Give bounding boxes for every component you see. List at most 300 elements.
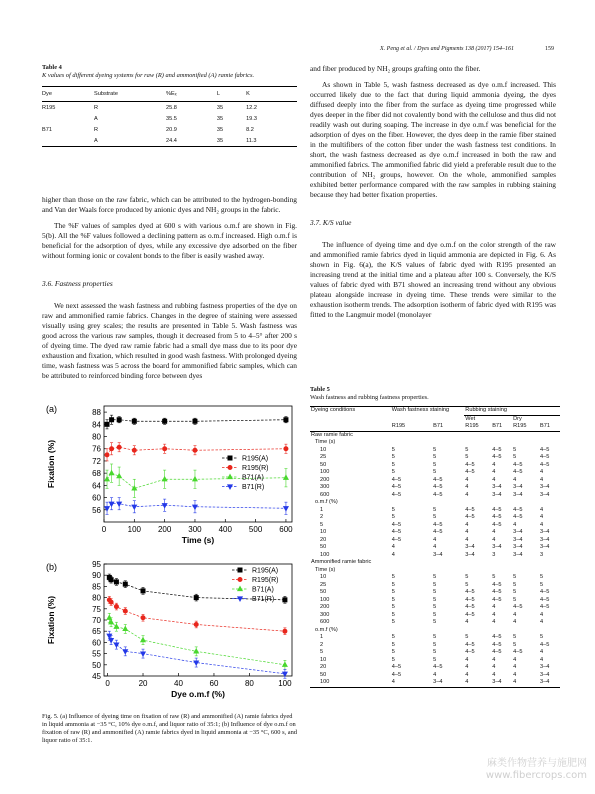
table5-cell: 4–5 bbox=[433, 664, 443, 670]
table5-cell: 4 bbox=[540, 649, 544, 655]
table5-row bbox=[310, 552, 560, 560]
data-point bbox=[110, 447, 114, 451]
x-tick-label: 80 bbox=[244, 679, 254, 688]
table5-row bbox=[310, 619, 560, 627]
table5-cell: 3–4 bbox=[465, 551, 475, 558]
table5-cell: 5 bbox=[320, 521, 324, 528]
table5-row bbox=[310, 597, 560, 605]
data-point bbox=[194, 649, 198, 653]
data-point bbox=[132, 419, 136, 423]
table5-cell: 4 bbox=[540, 514, 544, 520]
table5-row bbox=[310, 537, 560, 545]
table4-cell bbox=[42, 135, 94, 147]
table5-cell: 50 bbox=[320, 544, 327, 550]
table5-cell: 5 bbox=[433, 634, 437, 640]
table5-cell: 4–5 bbox=[492, 641, 502, 648]
table5-cell: 5 bbox=[433, 649, 437, 655]
table5-cell: 4 bbox=[492, 611, 496, 618]
series-B71(R) bbox=[107, 631, 287, 678]
table5-cell: 2 bbox=[320, 641, 324, 648]
table5-cell: 5 bbox=[433, 641, 437, 648]
table5-cell: 5 bbox=[433, 604, 437, 610]
data-point bbox=[284, 507, 288, 511]
left-column bbox=[42, 64, 297, 387]
table5-row bbox=[310, 544, 560, 552]
table5-cell: 5 bbox=[513, 574, 517, 580]
data-point bbox=[132, 486, 136, 490]
data-point bbox=[114, 605, 118, 609]
table5-cell: 3–4 bbox=[513, 544, 523, 550]
data-point bbox=[228, 456, 232, 460]
data-point bbox=[123, 582, 127, 586]
data-point bbox=[141, 589, 145, 593]
table5-row bbox=[310, 657, 560, 665]
table5-cell: 5 bbox=[391, 589, 395, 595]
table4 bbox=[42, 86, 297, 147]
table5-cell: 4 bbox=[540, 521, 544, 528]
table5-cell: 4 bbox=[492, 671, 496, 678]
table5-block-row bbox=[310, 567, 560, 575]
legend-label: R195(A) bbox=[252, 567, 279, 575]
table5-cell: 5 bbox=[391, 604, 395, 610]
table5-row bbox=[310, 514, 560, 522]
table5-cell: 5 bbox=[433, 619, 437, 625]
table5-cell: 4 bbox=[465, 484, 469, 490]
table5-cell: 4–5 bbox=[492, 521, 502, 528]
table5-cell: 3–4 bbox=[432, 679, 464, 687]
table5-cell: 3–4 bbox=[540, 664, 550, 670]
table5-cell: 5 bbox=[320, 649, 324, 655]
table4-row bbox=[42, 113, 297, 124]
x-tick-label: 100 bbox=[127, 525, 142, 534]
y-tick-label: 60 bbox=[92, 493, 101, 503]
table5-cell: 3–4 bbox=[465, 544, 475, 550]
table5-cell: 4 bbox=[492, 476, 496, 483]
table5-block-label: Time (s) bbox=[315, 439, 336, 445]
x-axis-label: Dye o.m.f (%) bbox=[171, 689, 225, 699]
table5-row bbox=[310, 642, 560, 650]
table5-cell: 4 bbox=[492, 604, 496, 610]
table5-cell: 600 bbox=[320, 619, 330, 625]
table5-cell: 4 bbox=[391, 544, 395, 550]
data-point bbox=[283, 629, 287, 633]
table5-cell: 4 bbox=[540, 656, 544, 663]
table5-cell: 4–5 bbox=[513, 469, 523, 475]
table5-cell: 10 bbox=[320, 446, 327, 453]
y-tick-label: 64 bbox=[92, 481, 101, 491]
series-R195(A) bbox=[105, 415, 288, 429]
table5-row bbox=[310, 447, 560, 455]
figure5a-chart bbox=[40, 398, 298, 558]
table5-cell: 4–5 bbox=[540, 461, 550, 468]
table5-cell: 4 bbox=[465, 671, 469, 678]
table5-row bbox=[310, 589, 560, 597]
table5-cell: 4 bbox=[512, 679, 539, 687]
y-tick-label: 60 bbox=[92, 638, 101, 648]
table4-cell: 35 bbox=[216, 115, 224, 122]
table5-row bbox=[310, 672, 560, 680]
y-tick-label: 56 bbox=[92, 505, 101, 515]
table5-cell: 4 bbox=[465, 656, 469, 663]
data-point bbox=[194, 661, 198, 665]
table4-caption-block bbox=[42, 64, 297, 80]
table5-cell: 4–5 bbox=[513, 514, 523, 520]
table5-cell: 4–5 bbox=[492, 649, 502, 655]
table5-cell: 4 bbox=[492, 536, 496, 543]
panel-label: (a) bbox=[46, 404, 57, 414]
table4-row bbox=[42, 102, 297, 114]
table5-cell: 200 bbox=[320, 604, 330, 610]
table5-cell: 4–5 bbox=[540, 596, 550, 603]
data-point bbox=[123, 650, 127, 654]
table5-cell: 4 bbox=[465, 536, 469, 543]
section-heading-3-6: 3.6. Fastness properties bbox=[42, 279, 113, 288]
table5-cell: 5 bbox=[540, 634, 544, 640]
table5-cell: 50 bbox=[320, 461, 327, 468]
table5-cell: 3 bbox=[492, 551, 496, 558]
table5-cell: 5 bbox=[465, 574, 469, 580]
table5 bbox=[310, 406, 560, 688]
data-point bbox=[109, 578, 113, 582]
table5-cell: 4 bbox=[513, 521, 517, 528]
x-tick-label: 400 bbox=[218, 525, 232, 534]
table5-cell: 4–5 bbox=[391, 491, 402, 498]
watermark-line-2: www.fibercrops.com bbox=[485, 770, 587, 781]
table5-cell: 4–5 bbox=[391, 536, 402, 543]
table5-cell: 100 bbox=[310, 679, 391, 687]
y-tick-label: 50 bbox=[92, 660, 101, 670]
table4-cell: 20.9 bbox=[166, 126, 177, 133]
x-tick-label: 100 bbox=[278, 679, 292, 688]
table5-cell: 4–5 bbox=[540, 589, 550, 595]
table5-cell: 4–5 bbox=[433, 476, 443, 483]
table5-cell: 4–5 bbox=[433, 491, 443, 498]
table5-cell: 4–5 bbox=[465, 641, 475, 648]
panel-label: (b) bbox=[46, 562, 57, 572]
legend-label: R195(A) bbox=[242, 455, 269, 463]
data-point bbox=[283, 598, 287, 602]
y-axis-label: Fixation (%) bbox=[46, 439, 56, 489]
table5-cell: 4 bbox=[513, 671, 517, 678]
table5-cell: 5 bbox=[513, 589, 517, 595]
table5-cell: 4–5 bbox=[391, 476, 402, 483]
table5-cell: 5 bbox=[391, 574, 395, 580]
table5-cell: 4 bbox=[492, 469, 496, 475]
table4-cell: 35 bbox=[217, 135, 246, 147]
table5-row bbox=[310, 522, 560, 530]
table5-title: Table 5 bbox=[310, 386, 330, 393]
table5-cell: 4–5 bbox=[391, 529, 402, 535]
table5-cell: 4 bbox=[464, 679, 491, 687]
data-point bbox=[193, 477, 197, 481]
table5-row bbox=[310, 582, 560, 590]
table5-cell: 5 bbox=[391, 506, 395, 513]
table5-cell: 5 bbox=[540, 581, 544, 588]
table5-block bbox=[310, 386, 560, 688]
table5-cell: 4–5 bbox=[492, 514, 502, 520]
data-point bbox=[110, 418, 114, 422]
y-tick-label: 88 bbox=[92, 408, 101, 418]
table5-cell: 25 bbox=[320, 454, 327, 460]
x-tick-label: 20 bbox=[138, 679, 148, 688]
table5-header-dry: Dry bbox=[513, 415, 522, 422]
table5-row bbox=[310, 484, 560, 492]
table5-cell: 5 bbox=[433, 454, 437, 460]
table5-cell: 4–5 bbox=[391, 521, 402, 528]
table5-cell: 5 bbox=[433, 506, 437, 513]
table5-header-conditions: Dyeing conditions bbox=[310, 407, 391, 424]
table5-cell: 4 bbox=[433, 671, 437, 678]
y-tick-label: 70 bbox=[92, 616, 101, 625]
table5-cell: 3–4 bbox=[513, 551, 523, 558]
table5-row bbox=[310, 634, 560, 642]
table5-row bbox=[310, 477, 560, 485]
data-point bbox=[193, 448, 197, 452]
data-point bbox=[132, 505, 136, 509]
table5-cell: 5 bbox=[433, 446, 437, 453]
data-point bbox=[141, 616, 145, 620]
data-point bbox=[228, 485, 232, 489]
table5-cell: 3–4 bbox=[540, 544, 550, 550]
table5-cell: 4 bbox=[465, 529, 469, 535]
table5-cell: 4 bbox=[465, 619, 469, 625]
table5-row bbox=[310, 574, 560, 582]
table5-cell: 5 bbox=[433, 581, 437, 588]
table5-header-wet: Wet bbox=[465, 415, 476, 422]
right-paragraph-2: The influence of dyeing time and dye o.m.f on the color strength of the raw and ammonified ramie fabrics dyed in liquid ammonia are depicted in Fig. 6. As shown in Fig. 6(a), the K/S values of fabric dyed with R195 presented an increasing trend at the initial time and a plateau after 100 s. Conversely, the K/S values of fabric dyed with B71 showed an increasing trend without any obvious plateau alongside increase in dyeing time. These trends were similar to the exhaustion isotherm trends. The adsorption isotherm of fabric dyed with R195 was fitted to the Langmuir model (monolayer bbox=[310, 240, 556, 319]
data-point bbox=[193, 419, 197, 423]
table5-cell: 3–4 bbox=[491, 679, 512, 687]
table5-block-row bbox=[310, 499, 560, 507]
left-paragraph-2: The %F values of samples dyed at 600 s with various o.m.f are shown in Fig. 5(b). All the %F values followed a declining pattern as o.m.f increased. High o.m.f is beneficial for the adsorption of dyes, while any excessive dye adsorbed on the fiber without forming ionic or covalent bonds to the fiber is easily washed away. bbox=[42, 221, 297, 260]
right-paragraph-1: As shown in Table 5, wash fastness decreased as dye o.m.f increased. This occurred likely due to the fact that during liquid ammonia dyeing, the dyes diffused deeply into the fiber from the surface as dyeing time progressed while dyes deeper in the fiber did not covalently bond with the cellulose and thus did not readily wash out during soaping. The increase in dye o.m.f was beneficial for the adsorption of dyes on the fiber. However, the dyes deep in the ramie fiber stained in the multifibers of the cotton fiber under the wash fastness test conditions. In short, the wash fastness decreased as dye o.m.f increased in both the raw and ammonified fabrics. The ammonified fabric did yield a preferable result due to the contribution of NH₂ groups, however. On the whole, ammonified samples exhibited better performance compared with the raw samples in rubbing staining because they had better fixation properties. bbox=[310, 80, 556, 199]
x-tick-label: 300 bbox=[188, 525, 202, 534]
watermark-line-1: 麻类作物营养与施肥网 bbox=[487, 758, 587, 769]
table5-cell: 200 bbox=[320, 476, 330, 483]
data-point bbox=[238, 597, 242, 601]
table4-header-cell: L bbox=[217, 87, 246, 102]
legend-label: B71(R) bbox=[242, 484, 265, 491]
data-point bbox=[163, 447, 167, 451]
data-point bbox=[117, 418, 121, 422]
table5-cell: 1 bbox=[320, 506, 324, 513]
table5-cell: 3–4 bbox=[513, 536, 523, 543]
table5-cell: 2 bbox=[320, 514, 324, 520]
table5-cell: 5 bbox=[433, 574, 437, 580]
table5-cell: 4 bbox=[492, 656, 496, 663]
table4-cell: 8.2 bbox=[246, 126, 254, 133]
table5-col-header: R195 bbox=[391, 423, 432, 431]
table5-cell: 4–5 bbox=[465, 589, 475, 595]
table5-cell: 3–4 bbox=[513, 491, 523, 498]
table4-header-cell: K bbox=[246, 87, 297, 102]
data-point bbox=[238, 578, 242, 582]
table5-cell: 10 bbox=[320, 529, 327, 535]
table5-row bbox=[310, 649, 560, 657]
data-point bbox=[238, 568, 242, 572]
data-point bbox=[238, 587, 242, 591]
table5-row bbox=[310, 612, 560, 620]
table5-cell: 4–5 bbox=[465, 514, 475, 520]
data-point bbox=[109, 639, 113, 643]
data-point bbox=[284, 418, 288, 422]
table4-cell: 11.3 bbox=[246, 135, 297, 147]
table5-cell: 4–5 bbox=[492, 446, 502, 453]
table5-cell: 3–4 bbox=[540, 536, 550, 543]
table5-cell: 4–5 bbox=[433, 529, 443, 535]
table4-header-cell: Substrate bbox=[94, 87, 166, 102]
watermark bbox=[486, 758, 587, 782]
table5-block-label: o.m.f (%) bbox=[315, 626, 338, 633]
table5-cell: 3–4 bbox=[492, 544, 502, 550]
table5-cell: 4 bbox=[492, 529, 496, 535]
table5-cell: 4–5 bbox=[513, 506, 523, 513]
data-point bbox=[117, 445, 121, 449]
x-tick-label: 0 bbox=[105, 679, 110, 688]
table5-row bbox=[310, 454, 560, 462]
table5-cell: 5 bbox=[465, 581, 469, 588]
table5-row bbox=[310, 462, 560, 470]
table5-cell: 4 bbox=[540, 476, 544, 483]
legend-label: B71(A) bbox=[242, 474, 264, 482]
table4-title: Table 4 bbox=[42, 64, 62, 71]
legend-label: R195(R) bbox=[252, 577, 279, 584]
table4-cell: B71 bbox=[42, 126, 52, 133]
table5-cell: 4–5 bbox=[492, 506, 502, 513]
y-tick-label: 55 bbox=[92, 649, 101, 659]
table5-cell: 5 bbox=[465, 454, 469, 460]
table5-cell: 5 bbox=[513, 446, 517, 453]
table4-caption: K values of different dyeing systems for raw (R) and ammonified (A) ramie fabrics. bbox=[42, 72, 255, 79]
table5-cell: 4 bbox=[465, 476, 469, 483]
data-point bbox=[141, 638, 145, 642]
table5-cell: 4–5 bbox=[465, 611, 475, 618]
data-point bbox=[105, 422, 109, 426]
table5-cell: 5 bbox=[465, 446, 469, 453]
y-tick-label: 95 bbox=[92, 560, 101, 569]
table5-cell: 4 bbox=[513, 611, 517, 618]
table5-cell: 4–5 bbox=[465, 649, 475, 655]
table5-cell: 4 bbox=[465, 664, 469, 670]
table5-caption-block bbox=[310, 386, 560, 402]
table5-cell: 600 bbox=[320, 491, 330, 498]
table5-cell: 4–5 bbox=[513, 604, 523, 610]
table5-cell: 3–4 bbox=[540, 671, 550, 678]
data-point bbox=[194, 596, 198, 600]
table5-cell: 5 bbox=[391, 454, 395, 460]
table5-cell: 4–5 bbox=[540, 641, 550, 648]
table5-cell: 5 bbox=[465, 634, 469, 640]
table5-cell: 4 bbox=[465, 491, 469, 498]
table5-cell: 5 bbox=[391, 656, 395, 663]
table5-cell: 4 bbox=[540, 506, 544, 513]
table4-header-cell: %Eₓ bbox=[166, 87, 217, 102]
data-point bbox=[228, 475, 232, 479]
table5-cell: 4–5 bbox=[513, 461, 523, 468]
series-B71(R) bbox=[105, 498, 288, 515]
data-point bbox=[109, 600, 113, 604]
legend-label: R195(R) bbox=[242, 465, 269, 472]
table5-cell: 50 bbox=[320, 589, 327, 595]
table4-cell: A bbox=[94, 135, 166, 147]
x-tick-label: 40 bbox=[174, 679, 183, 688]
table5-cell: 4 bbox=[513, 619, 517, 625]
table5-col-header: R195 bbox=[464, 423, 491, 431]
table5-header-wash: Wash fastness staining bbox=[391, 407, 465, 424]
table4-cell: R195 bbox=[42, 104, 56, 111]
right-paragraph-0: and fiber produced by NH₂ groups grafting onto the fiber. bbox=[310, 64, 481, 73]
x-tick-label: 200 bbox=[157, 525, 172, 534]
table5-cell: 5 bbox=[513, 634, 517, 640]
table5-cell: 3–4 bbox=[540, 529, 550, 535]
table5-group-label: Ammonified ramie fabric bbox=[311, 559, 372, 565]
page-number: 159 bbox=[545, 46, 554, 52]
table5-cell: 4–5 bbox=[492, 581, 502, 588]
table5-cell: 5 bbox=[513, 581, 517, 588]
data-point bbox=[114, 580, 118, 584]
table5-cell: 4–5 bbox=[391, 664, 402, 670]
table5-cell: 4 bbox=[513, 656, 517, 663]
table5-cell: 4 bbox=[513, 664, 517, 670]
table5-cell: 5 bbox=[433, 656, 437, 663]
table5-cell: 4–5 bbox=[492, 589, 502, 595]
table5-cell: 25 bbox=[320, 581, 327, 588]
table5-cell: 10 bbox=[320, 574, 327, 580]
table5-cell: 5 bbox=[433, 589, 437, 595]
table5-cell: 5 bbox=[391, 446, 395, 453]
table4-cell: 19.3 bbox=[246, 115, 257, 122]
x-tick-label: 60 bbox=[209, 679, 219, 688]
table5-cell: 5 bbox=[391, 514, 395, 520]
table5-cell: 5 bbox=[391, 596, 395, 603]
table5-group-row bbox=[310, 431, 560, 439]
table5-cell: 4–5 bbox=[492, 634, 502, 640]
legend-label: B71(R) bbox=[252, 596, 275, 603]
table5-cell: 5 bbox=[391, 581, 395, 588]
table5-cell: 5 bbox=[540, 574, 544, 580]
table5-cell: 300 bbox=[320, 611, 330, 618]
table5-cell: 3–4 bbox=[433, 551, 443, 558]
data-point bbox=[162, 504, 166, 508]
table4-cell: 35 bbox=[216, 104, 224, 111]
table5-block-label: Time (s) bbox=[315, 566, 336, 573]
table5-cell: 4–5 bbox=[465, 596, 475, 603]
table5-cell: 5 bbox=[391, 461, 395, 468]
chart-legend bbox=[222, 456, 268, 492]
table5-cell: 4 bbox=[433, 536, 437, 543]
table5-cell: 100 bbox=[320, 469, 330, 475]
table5-cell: 4 bbox=[540, 611, 544, 618]
chart-legend bbox=[232, 568, 278, 604]
table4-cell: 35 bbox=[216, 126, 224, 133]
table5-cell: 5 bbox=[433, 469, 437, 475]
table5-cell: 4–5 bbox=[540, 604, 550, 610]
table5-col-header: B71 bbox=[432, 423, 464, 431]
table5-block-row bbox=[310, 627, 560, 635]
table5-cell: 20 bbox=[320, 664, 327, 670]
table5-cell: 4 bbox=[492, 664, 496, 670]
data-point bbox=[162, 477, 166, 481]
data-point bbox=[194, 622, 198, 626]
x-axis-label: Time (s) bbox=[181, 535, 215, 545]
figure5b-chart bbox=[40, 560, 298, 710]
y-tick-label: 85 bbox=[92, 582, 101, 592]
table5-cell: 100 bbox=[320, 596, 330, 603]
table5-cell: 5 bbox=[391, 611, 395, 618]
table5-group-row bbox=[310, 559, 560, 567]
table5-cell: 4–5 bbox=[391, 671, 402, 678]
table5-cell: 4 bbox=[465, 521, 469, 528]
